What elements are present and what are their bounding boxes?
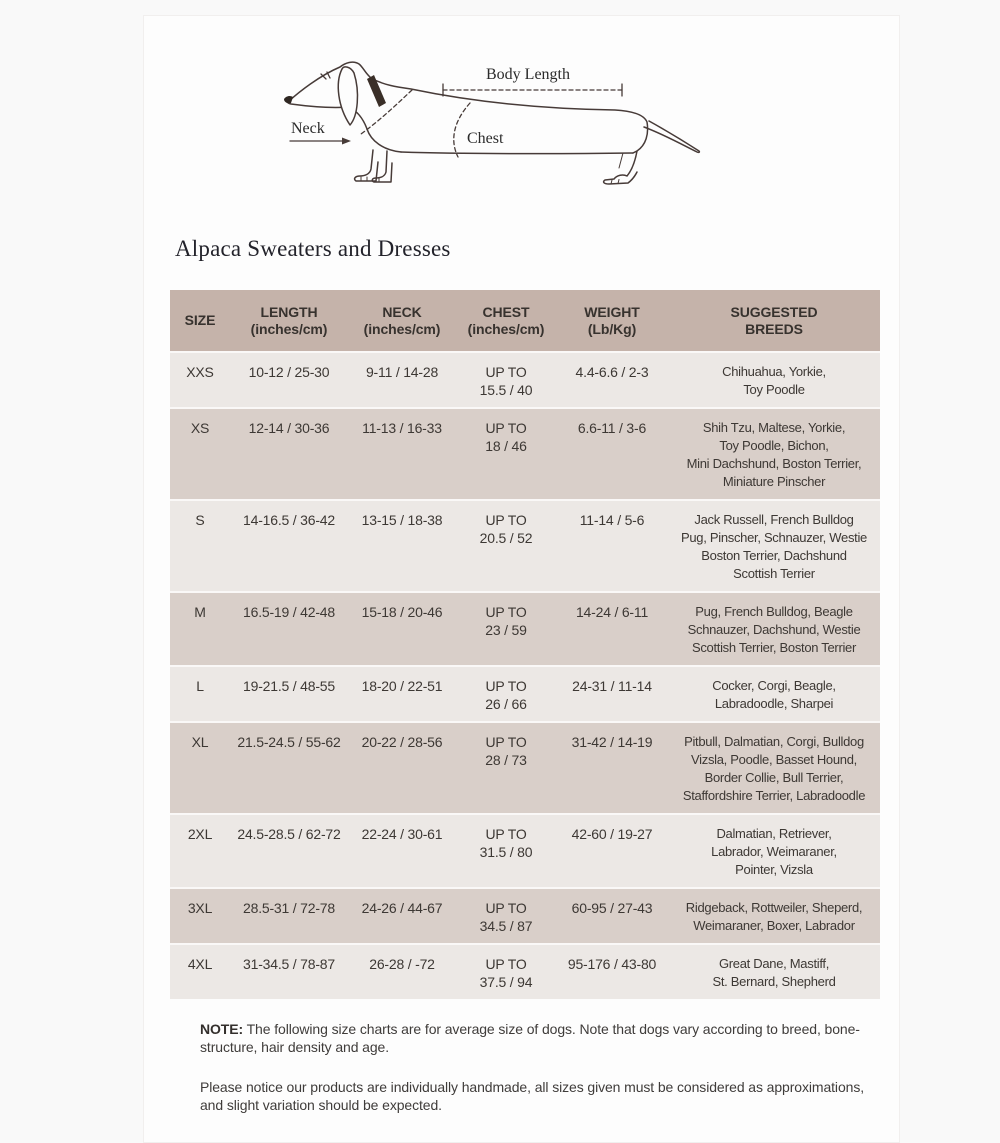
neck-measure-arc: [361, 90, 412, 134]
size-cell: XXS: [186, 364, 214, 380]
dog-front-leg: [355, 150, 378, 181]
length-cell: 31-34.5 / 78-87: [243, 956, 335, 972]
breeds-cell: Great Dane, Mastiff, St. Bernard, Shepherd: [712, 956, 836, 989]
table-row-2xl: [170, 814, 880, 888]
breeds-cell: Dalmatian, Retriever, Labrador, Weimaraner, Pointer, Vizsla: [711, 826, 837, 877]
chest-cell: UP TO 26 / 66: [485, 678, 527, 712]
weight-cell: 95-176 / 43-80: [567, 956, 657, 972]
dog-measurement-diagram: [283, 50, 713, 190]
table-row-xxs: [170, 352, 880, 408]
breeds-cell: Cocker, Corgi, Beagle, Labradoodle, Sharpei: [712, 678, 836, 711]
table-row-s: [170, 500, 880, 592]
table-row-xs: [170, 408, 880, 500]
size-cell: 2XL: [187, 826, 213, 842]
neck-arrowhead: [342, 138, 351, 145]
breeds-cell: Chihuahua, Yorkie, Toy Poodle: [722, 364, 826, 397]
page-title: Alpaca Sweaters and Dresses: [175, 236, 451, 261]
column-header-chest: CHEST (inches/cm): [456, 290, 556, 352]
length-cell: 28.5-31 / 72-78: [243, 900, 335, 916]
weight-cell: 24-31 / 11-14: [572, 678, 652, 694]
breeds-cell: Shih Tzu, Maltese, Yorkie, Toy Poodle, Bichon, Mini Dachshund, Boston Terrier, Miniature Pinscher: [686, 420, 862, 489]
breeds-cell: Pitbull, Dalmatian, Corgi, Bulldog Vizsla, Poodle, Basset Hound, Border Collie, Bull Terrier, Staffordshire Terrier, Labradoodle: [682, 734, 866, 803]
weight-cell: 42-60 / 19-27: [571, 826, 653, 842]
length-cell: 10-12 / 25-30: [248, 364, 330, 380]
handmade-paragraph: Please notice our products are individually handmade, all sizes given must be considered as approximations, and slight variation should be expected.: [200, 1079, 865, 1113]
size-cell: XS: [190, 420, 210, 436]
size-cell: 4XL: [187, 956, 213, 972]
weight-cell: 4.4-6.6 / 2-3: [575, 364, 649, 380]
neck-cell: 13-15 / 18-38: [361, 512, 443, 528]
dog-collar: [367, 75, 386, 107]
neck-cell: 18-20 / 22-51: [361, 678, 443, 694]
dog-front-leg-2: [372, 151, 392, 182]
chest-cell: UP TO 37.5 / 94: [479, 956, 533, 990]
note-text: The following size charts are for average size of dogs. Note that dogs vary according to breed, bone-structure, hair density and age.: [200, 1021, 860, 1055]
neck-cell: 11-13 / 16-33: [362, 420, 442, 436]
note-label: NOTE:: [200, 1021, 244, 1037]
neck-label: Neck: [291, 120, 325, 137]
chest-cell: UP TO 18 / 46: [485, 420, 527, 454]
column-header-length: LENGTH (inches/cm): [230, 290, 348, 352]
table-row-3xl: [170, 888, 880, 944]
column-header-neck: NECK (inches/cm): [348, 290, 456, 352]
size-cell: S: [195, 512, 205, 528]
size-cell: L: [196, 678, 204, 694]
dog-ear: [338, 67, 357, 125]
column-header-size: SIZE: [170, 290, 230, 352]
neck-cell: 22-24 / 30-61: [361, 826, 443, 842]
chest-cell: UP TO 34.5 / 87: [479, 900, 533, 934]
neck-cell: 9-11 / 14-28: [365, 364, 439, 380]
weight-cell: 14-24 / 6-11: [575, 604, 649, 620]
dog-tail: [644, 121, 699, 152]
table-row-l: [170, 666, 880, 722]
dog-belly-line: [401, 152, 633, 154]
body-length-ticks: [443, 84, 622, 96]
length-cell: 16.5-19 / 42-48: [243, 604, 335, 620]
table-row-m: [170, 592, 880, 666]
chest-label: Chest: [467, 130, 504, 147]
note-paragraph: [200, 1020, 868, 1056]
breeds-cell: Pug, French Bulldog, Beagle Schnauzer, Dachshund, Westie Scottish Terrier, Boston Terrier: [687, 604, 861, 655]
chest-cell: UP TO 23 / 59: [485, 604, 527, 638]
table-row-xl: [170, 722, 880, 814]
table-body: [170, 352, 880, 999]
chest-cell: UP TO 31.5 / 80: [479, 826, 533, 860]
length-cell: 12-14 / 30-36: [248, 420, 330, 436]
size-cell: 3XL: [187, 900, 213, 916]
neck-cell: 15-18 / 20-46: [361, 604, 443, 620]
chest-cell: UP TO 15.5 / 40: [479, 364, 533, 398]
chest-cell: UP TO 20.5 / 52: [479, 512, 533, 546]
chest-cell: UP TO 28 / 73: [485, 734, 527, 768]
length-cell: 19-21.5 / 48-55: [243, 678, 335, 694]
length-cell: 24.5-28.5 / 62-72: [237, 826, 341, 842]
weight-cell: 60-95 / 27-43: [571, 900, 653, 916]
neck-cell: 26-28 / -72: [369, 956, 435, 972]
size-cell: M: [194, 604, 206, 620]
dog-nose: [284, 96, 293, 103]
breeds-cell: Ridgeback, Rottweiler, Sheperd, Weimaraner, Boxer, Labrador: [685, 900, 863, 933]
column-header-breeds: SUGGESTED BREEDS: [668, 290, 880, 352]
neck-cell: 24-26 / 44-67: [361, 900, 443, 916]
length-cell: 21.5-24.5 / 55-62: [237, 734, 341, 750]
body-length-label: Body Length: [486, 66, 570, 83]
header-row: [170, 290, 880, 352]
size-cell: XL: [191, 734, 209, 750]
column-header-weight: WEIGHT (Lb/Kg): [556, 290, 668, 352]
weight-cell: 31-42 / 14-19: [571, 734, 653, 750]
weight-cell: 6.6-11 / 3-6: [577, 420, 647, 436]
table-header: [170, 290, 880, 352]
neck-cell: 20-22 / 28-56: [361, 734, 443, 750]
table-row-4xl: [170, 944, 880, 999]
size-chart-table: [170, 290, 880, 999]
weight-cell: 11-14 / 5-6: [579, 512, 645, 528]
breeds-cell: Jack Russell, French Bulldog Pug, Pinscher, Schnauzer, Westie Boston Terrier, Dachshund Scottish Terrier: [681, 512, 867, 581]
length-cell: 14-16.5 / 36-42: [243, 512, 335, 528]
dog-rear-leg: [604, 151, 637, 184]
notes-section: [200, 1020, 868, 1114]
